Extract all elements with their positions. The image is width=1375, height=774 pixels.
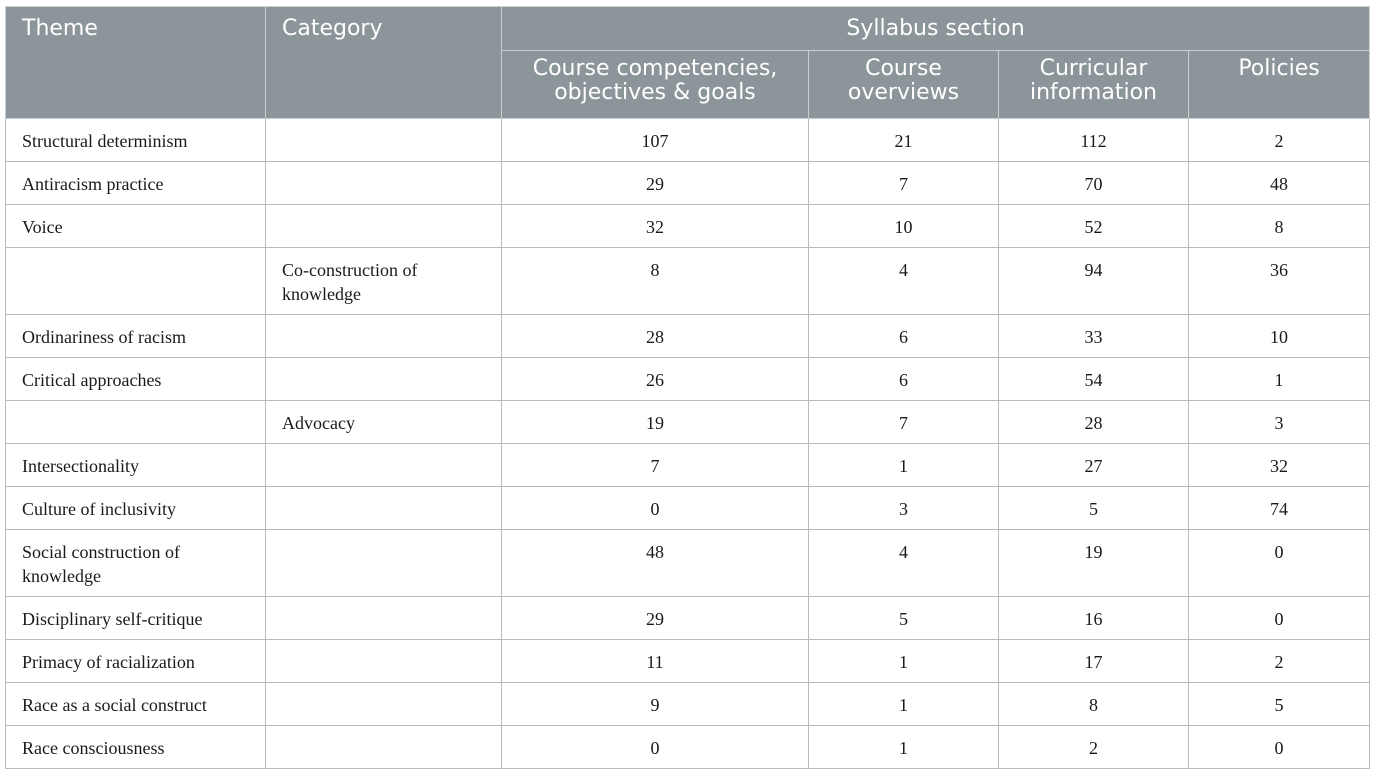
cell-category <box>266 315 502 358</box>
cell-curricular-information: 33 <box>999 315 1189 358</box>
header-course-overviews: Course overviews <box>809 51 999 119</box>
table-container <box>5 6 1369 769</box>
table-row <box>6 726 1370 769</box>
cell-course-competencies: 0 <box>502 487 809 530</box>
table-header <box>6 7 1370 119</box>
cell-course-overviews: 7 <box>809 401 999 444</box>
cell-curricular-information: 17 <box>999 640 1189 683</box>
table-body <box>6 119 1370 769</box>
cell-course-overviews: 5 <box>809 597 999 640</box>
table-row <box>6 248 1370 315</box>
header-theme: Theme <box>6 7 266 119</box>
cell-course-competencies: 107 <box>502 119 809 162</box>
cell-course-overviews: 21 <box>809 119 999 162</box>
cell-course-competencies: 26 <box>502 358 809 401</box>
cell-course-competencies: 28 <box>502 315 809 358</box>
table-row <box>6 487 1370 530</box>
header-curricular-information: Curricular information <box>999 51 1189 119</box>
cell-curricular-information: 19 <box>999 530 1189 597</box>
cell-theme: Voice <box>6 205 266 248</box>
table-row <box>6 205 1370 248</box>
table-row <box>6 358 1370 401</box>
cell-course-competencies: 11 <box>502 640 809 683</box>
cell-course-overviews: 6 <box>809 315 999 358</box>
cell-category <box>266 640 502 683</box>
cell-curricular-information: 2 <box>999 726 1189 769</box>
cell-course-overviews: 4 <box>809 530 999 597</box>
cell-curricular-information: 8 <box>999 683 1189 726</box>
syllabus-themes-table <box>5 6 1370 769</box>
cell-policies: 48 <box>1189 162 1370 205</box>
cell-policies: 0 <box>1189 530 1370 597</box>
table-row <box>6 640 1370 683</box>
cell-course-competencies: 7 <box>502 444 809 487</box>
cell-course-competencies: 8 <box>502 248 809 315</box>
cell-course-competencies: 19 <box>502 401 809 444</box>
cell-theme <box>6 248 266 315</box>
cell-policies: 2 <box>1189 119 1370 162</box>
cell-category <box>266 205 502 248</box>
cell-policies: 3 <box>1189 401 1370 444</box>
cell-course-competencies: 29 <box>502 597 809 640</box>
cell-curricular-information: 28 <box>999 401 1189 444</box>
cell-policies: 32 <box>1189 444 1370 487</box>
cell-policies: 2 <box>1189 640 1370 683</box>
cell-course-competencies: 29 <box>502 162 809 205</box>
table-row <box>6 444 1370 487</box>
cell-course-overviews: 1 <box>809 444 999 487</box>
cell-curricular-information: 70 <box>999 162 1189 205</box>
cell-category <box>266 119 502 162</box>
cell-curricular-information: 52 <box>999 205 1189 248</box>
cell-theme: Disciplinary self-critique <box>6 597 266 640</box>
cell-course-overviews: 7 <box>809 162 999 205</box>
table-row <box>6 162 1370 205</box>
cell-category <box>266 162 502 205</box>
cell-theme: Culture of inclusivity <box>6 487 266 530</box>
cell-theme: Social construction of knowledge <box>6 530 266 597</box>
table-row <box>6 683 1370 726</box>
cell-curricular-information: 5 <box>999 487 1189 530</box>
table-row <box>6 119 1370 162</box>
cell-policies: 8 <box>1189 205 1370 248</box>
table-row <box>6 530 1370 597</box>
cell-theme <box>6 401 266 444</box>
cell-theme: Critical approaches <box>6 358 266 401</box>
cell-policies: 10 <box>1189 315 1370 358</box>
cell-category: Advocacy <box>266 401 502 444</box>
cell-category <box>266 530 502 597</box>
cell-course-competencies: 0 <box>502 726 809 769</box>
cell-policies: 0 <box>1189 726 1370 769</box>
cell-course-competencies: 48 <box>502 530 809 597</box>
cell-theme: Structural determinism <box>6 119 266 162</box>
cell-curricular-information: 112 <box>999 119 1189 162</box>
cell-course-overviews: 1 <box>809 726 999 769</box>
table-row <box>6 315 1370 358</box>
cell-policies: 0 <box>1189 597 1370 640</box>
cell-curricular-information: 16 <box>999 597 1189 640</box>
cell-curricular-information: 54 <box>999 358 1189 401</box>
header-syllabus-section: Syllabus section <box>502 7 1370 51</box>
cell-course-overviews: 1 <box>809 683 999 726</box>
cell-theme: Race as a social construct <box>6 683 266 726</box>
header-policies: Policies <box>1189 51 1370 119</box>
header-course-competencies: Course competencies, objectives & goals <box>502 51 809 119</box>
cell-curricular-information: 27 <box>999 444 1189 487</box>
cell-category <box>266 597 502 640</box>
cell-category <box>266 444 502 487</box>
cell-course-overviews: 3 <box>809 487 999 530</box>
cell-theme: Antiracism practice <box>6 162 266 205</box>
cell-category: Co-construction of knowledge <box>266 248 502 315</box>
cell-course-overviews: 4 <box>809 248 999 315</box>
cell-policies: 1 <box>1189 358 1370 401</box>
cell-course-competencies: 32 <box>502 205 809 248</box>
cell-category <box>266 683 502 726</box>
cell-policies: 36 <box>1189 248 1370 315</box>
cell-category <box>266 358 502 401</box>
cell-course-overviews: 1 <box>809 640 999 683</box>
cell-theme: Ordinariness of racism <box>6 315 266 358</box>
cell-course-overviews: 6 <box>809 358 999 401</box>
cell-theme: Intersectionality <box>6 444 266 487</box>
table-row <box>6 401 1370 444</box>
header-category: Category <box>266 7 502 119</box>
cell-course-competencies: 9 <box>502 683 809 726</box>
cell-category <box>266 487 502 530</box>
table-row <box>6 597 1370 640</box>
cell-policies: 5 <box>1189 683 1370 726</box>
cell-policies: 74 <box>1189 487 1370 530</box>
cell-course-overviews: 10 <box>809 205 999 248</box>
cell-curricular-information: 94 <box>999 248 1189 315</box>
cell-theme: Race consciousness <box>6 726 266 769</box>
cell-theme: Primacy of racialization <box>6 640 266 683</box>
cell-category <box>266 726 502 769</box>
